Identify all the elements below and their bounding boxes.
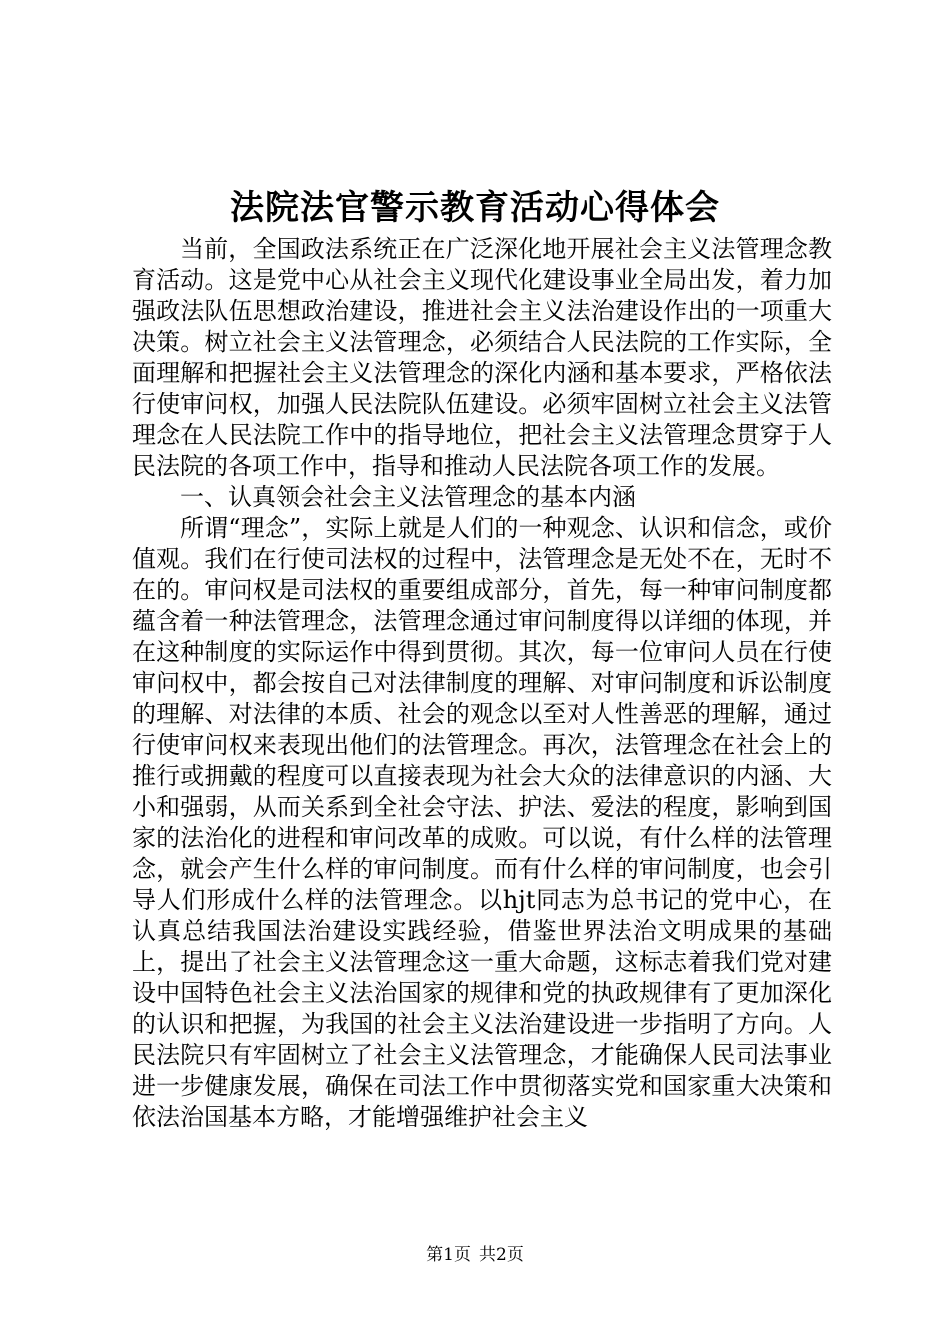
page-title: 法院法官警示教育活动心得体会 bbox=[230, 188, 720, 228]
paragraph-concept: 所谓“理念”，实际上就是人们的一种观念、认识和信念，或价值观。我们在行使司法权的过程中，法管理念是无处不在，无时不在的。审问权是司法权的重要组成部分，首先，每一种审问制度都蕴含着一种法管理念，法管理念通过审问制度得以详细的体现，并在这种制度的实际运作中得到贯彻。其次，每一位审问人员在行使审问权中，都会按自己对法律制度的理解、对审问制度和诉讼制度的理解、对法律的本质、社会的观念以至对人性善恶的理解，通过行使审问权来表现出他们的法管理念。再次，法管理念在社会上的推行或拥戴的程度可以直接表现为社会大众的法律意识的内涵、大小和强弱，从而关系到全社会守法、护法、爱法的程度，影响到国家的法治化的进程和审问改革的成败。可以说，有什么样的法管理念，就会产生什么样的审问制度。而有什么样的审问制度，也会引导人们形成什么样的法管理念。以hjt同志为总书记的党中心，在认真总结我国法治建设实践经验，借鉴世界法治文明成果的基础上，提出了社会主义法管理念这一重大命题，这标志着我们党对建设中国特色社会主义法治国家的规律和党的执政规律有了更加深化的认识和把握，为我国的社会主义法治建设进一步指明了方向。人民法院只有牢固树立了社会主义法管理念，才能确保人民司法事业进一步健康发展，确保在司法工作中贯彻落实党和国家重大决策和依法治国基本方略，才能增强维护社会主义 bbox=[132, 514, 832, 1131]
page-number: 第1页 bbox=[426, 1245, 471, 1265]
page-footer bbox=[0, 1244, 950, 1266]
section-heading: 一、认真领会社会主义法管理念的基本内涵 bbox=[180, 483, 636, 511]
paragraph-intro: 当前，全国政法系统正在广泛深化地开展社会主义法管理念教育活动。这是党中心从社会主义现代化建设事业全局出发，着力加强政法队伍思想政治建设，推进社会主义法治建设作出的一项重大决策。树立社会主义法管理念，必须结合人民法院的工作实际，全面理解和把握社会主义法管理念的深化内涵和基本要求，严格依法行使审问权，加强人民法院队伍建设。必须牢固树立社会主义法管理念在人民法院工作中的指导地位，把社会主义法管理念贯穿于人民法院的各项工作中，指导和推动人民法院各项工作的发展。 bbox=[132, 235, 832, 480]
page-total: 共2页 bbox=[479, 1245, 524, 1265]
document-body bbox=[132, 234, 832, 1133]
